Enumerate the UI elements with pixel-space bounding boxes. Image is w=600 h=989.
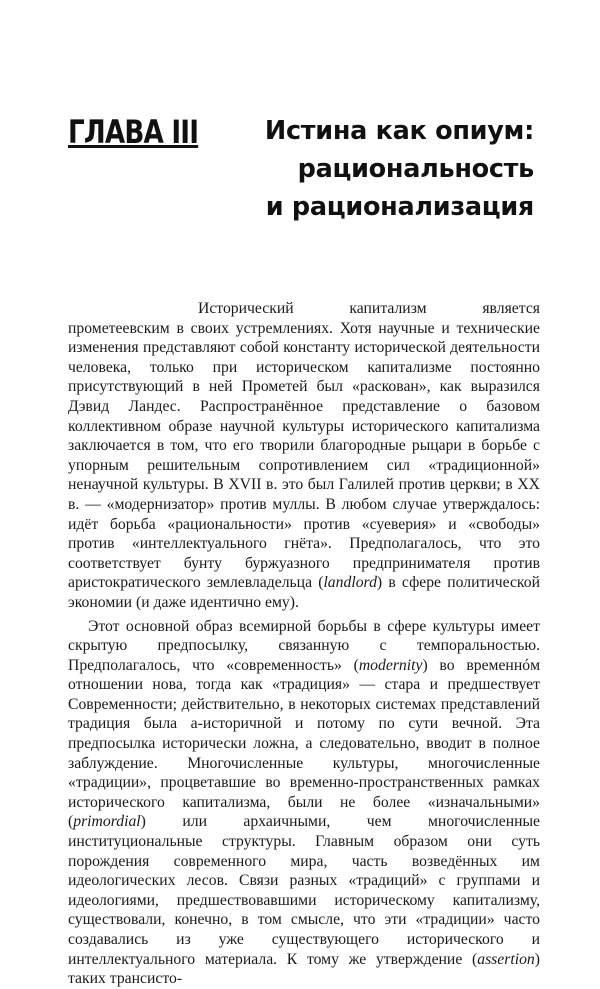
paragraph-1: [68, 299, 540, 613]
paragraph-2-text-b: ) во временнóм отношении нова, тогда как «традиция» — стара и предшествует Современности; действительно, в некоторых системах представлений традиция была а-историчной и потому по сути вечной. Эта предпосылка исторически ложна, а следовательно, вводит в полное заблуждение. Многочисленные культуры, многочисленные «традиции», процветавшие во временно-пространственных рамках исторического капитализма, были не более «изначальными» (: [68, 656, 540, 831]
paragraph-2-term-modernity: modernity: [358, 656, 423, 674]
paragraph-1-term-landlord: landlord: [323, 574, 377, 592]
paragraph-2-term-primordial: primordial: [73, 813, 141, 831]
paragraph-2: [68, 617, 540, 989]
paragraph-2-text-d: ) таких трансисто-: [68, 950, 540, 988]
chapter-title-line-2: рациональность: [297, 154, 534, 184]
chapter-title: [194, 112, 534, 226]
chapter-title-line-3: и рационализация: [265, 192, 534, 222]
chapter-label: ГЛАВА III: [68, 113, 199, 151]
paragraph-2-text-a: Этот основной образ всемирной борьбы в сфере культуры имеет скрытую предпосылку, связанную с темпоральностью. Предполагалось, что «современность» (: [68, 617, 540, 674]
paragraph-1-text-a: Исторический капитализм является прометеевским в своих устремлениях. Хотя научные и технические изменения представляют собой константу исторической деятельности человека, только при историческом капитализме постоянно присутствующий в ней Прометей был «раскован», как выразился Дэвид Ландес. Распространённое представление о базовом коллективном образе научной культуры исторического капитализма заключается в том, что его творили благородные рыцари в борьбе с упорным решительным сопротивлением сил «традиционной» ненаучной культуры. В XVII в. это был Галилей против церкви; в XX в. — «модернизатор» против муллы. В любом случае утверждалось: идёт борьба «рациональности» против «суеверия» и «свободы» против «интеллектуального гнёта». Предполагалось, что это соответствует бунту буржуазного предпринимателя против аристократического землевладельца (: [68, 300, 540, 592]
paragraph-1-text-b: ) в сфере политической экономии (и даже идентично ему).: [68, 574, 540, 611]
chapter-title-line-1: Истина как опиум:: [264, 116, 534, 146]
paragraph-2-term-assertion: assertion: [477, 950, 535, 968]
paragraph-2-text-c: ) или архаичными, чем многочисленные институциональные структуры. Главным образом они суть порождения современного мира, часть возведённых им идеологических лесов. Связи разных «традиций» с группами и идеологиями, предшествовавшими историческому капитализму, существовали, конечно, в том смысле, что эти «традиции» часто создавались из уже существующего исторического и интеллектуального материала. К тому же утверждение (: [68, 813, 540, 968]
body-text: [68, 299, 540, 989]
